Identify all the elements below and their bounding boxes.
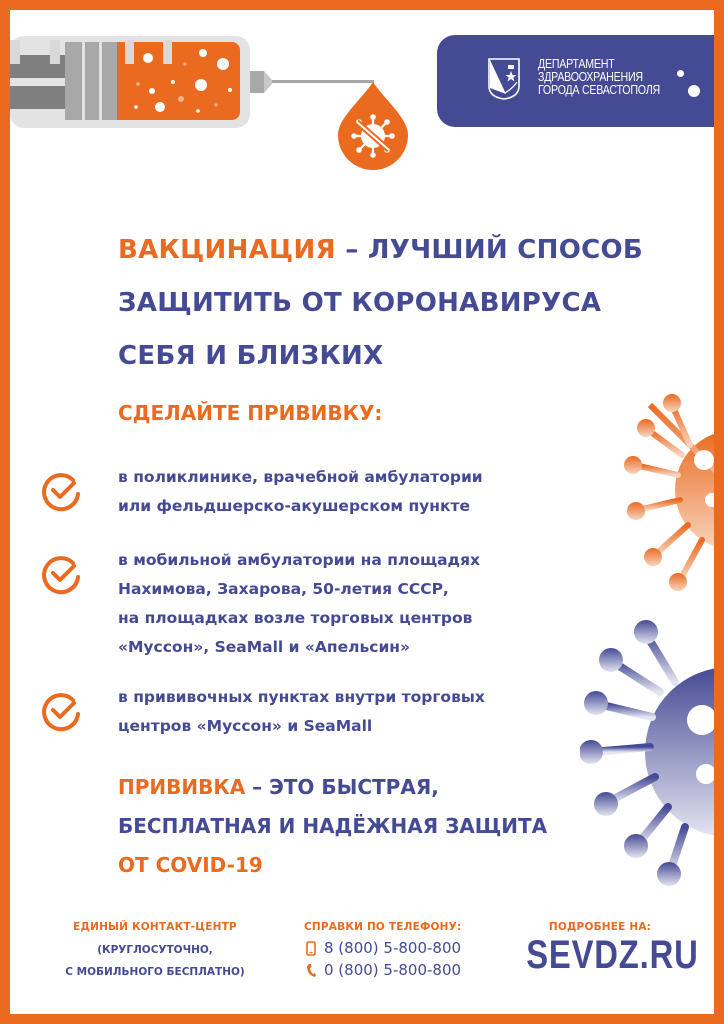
location-item <box>118 683 485 741</box>
phone-number-landline[interactable]: 0 (800) 5-800-800 <box>324 961 462 979</box>
location-item <box>118 546 480 662</box>
department-name-line: ДЕПАРТАМЕНТ <box>538 56 615 71</box>
purple-virus-decoration <box>580 612 724 887</box>
handset-phone-icon <box>306 963 316 978</box>
contact-center-label: ЕДИНЫЙ КОНТАКТ-ЦЕНТР <box>73 921 237 933</box>
department-name-line: ЗДРАВООХРАНЕНИЯ <box>538 69 643 84</box>
location-line: на площадках возле торговых центров <box>118 609 473 627</box>
syringe-illustration <box>0 0 420 190</box>
headline-highlight: ВАКЦИНАЦИЯ <box>118 235 336 265</box>
location-line: в поликлинике, врачебной амбулатории <box>118 468 483 486</box>
website-block <box>510 921 699 978</box>
department-name <box>538 57 660 96</box>
check-circle-icon <box>40 690 82 732</box>
vaccination-subheading: СДЕЛАЙТЕ ПРИВИВКУ: <box>118 401 383 425</box>
closing-highlight: ПРИВИВКА <box>118 775 246 799</box>
phones-label: СПРАВКИ ПО ТЕЛЕФОНУ: <box>304 921 462 933</box>
headline-line2: ЗАЩИТИТЬ ОТ КОРОНАВИРУСА <box>118 288 602 318</box>
contact-center-hours: (КРУГЛОСУТОЧНО, <box>97 944 213 956</box>
orange-virus-decoration <box>620 385 724 595</box>
sevastopol-coat-of-arms-icon <box>488 58 522 100</box>
phones-block <box>300 921 480 979</box>
phone-row-mobile <box>300 939 480 957</box>
phone-number-mobile[interactable]: 8 (800) 5-800-800 <box>324 939 462 957</box>
headline-line3: СЕБЯ И БЛИЗКИХ <box>118 341 384 371</box>
mobile-phone-icon <box>306 941 316 956</box>
department-name-line: ГОРОДА СЕВАСТОПОЛЯ <box>538 82 660 97</box>
location-line: в мобильной амбулатории на площадях <box>118 551 481 569</box>
closing-line1: – ЭТО БЫСТРАЯ, <box>245 775 439 799</box>
headline-line1: – ЛУЧШИЙ СПОСОБ <box>335 235 644 265</box>
closing-line2: БЕСПЛАТНАЯ И НАДЁЖНАЯ ЗАЩИТА <box>118 814 548 838</box>
decorative-dot <box>677 70 684 77</box>
location-line: центров «Муссон» и SeaMall <box>118 717 373 735</box>
phone-row-landline <box>300 961 480 979</box>
main-headline <box>118 224 643 383</box>
location-line: в прививочных пунктах внутри торговых <box>118 688 485 706</box>
location-item <box>118 463 483 521</box>
closing-line3: ОТ COVID-19 <box>118 853 263 877</box>
location-line: Нахимова, Захарова, 50-летия СССР, <box>118 580 449 598</box>
check-circle-icon <box>40 470 82 512</box>
check-circle-icon <box>40 553 82 595</box>
contact-center-note: С МОБИЛЬНОГО БЕСПЛАТНО) <box>65 966 245 978</box>
location-line: или фельдшерско-акушерском пункте <box>118 497 471 515</box>
website-label: ПОДРОБНЕЕ НА: <box>548 921 652 933</box>
decorative-dot <box>688 85 700 97</box>
website-link[interactable]: SEVDZ.RU <box>526 933 699 977</box>
location-line: «Муссон», SeaMall и «Апельсин» <box>118 638 411 656</box>
closing-statement <box>118 768 547 885</box>
contact-center-block <box>40 921 270 978</box>
